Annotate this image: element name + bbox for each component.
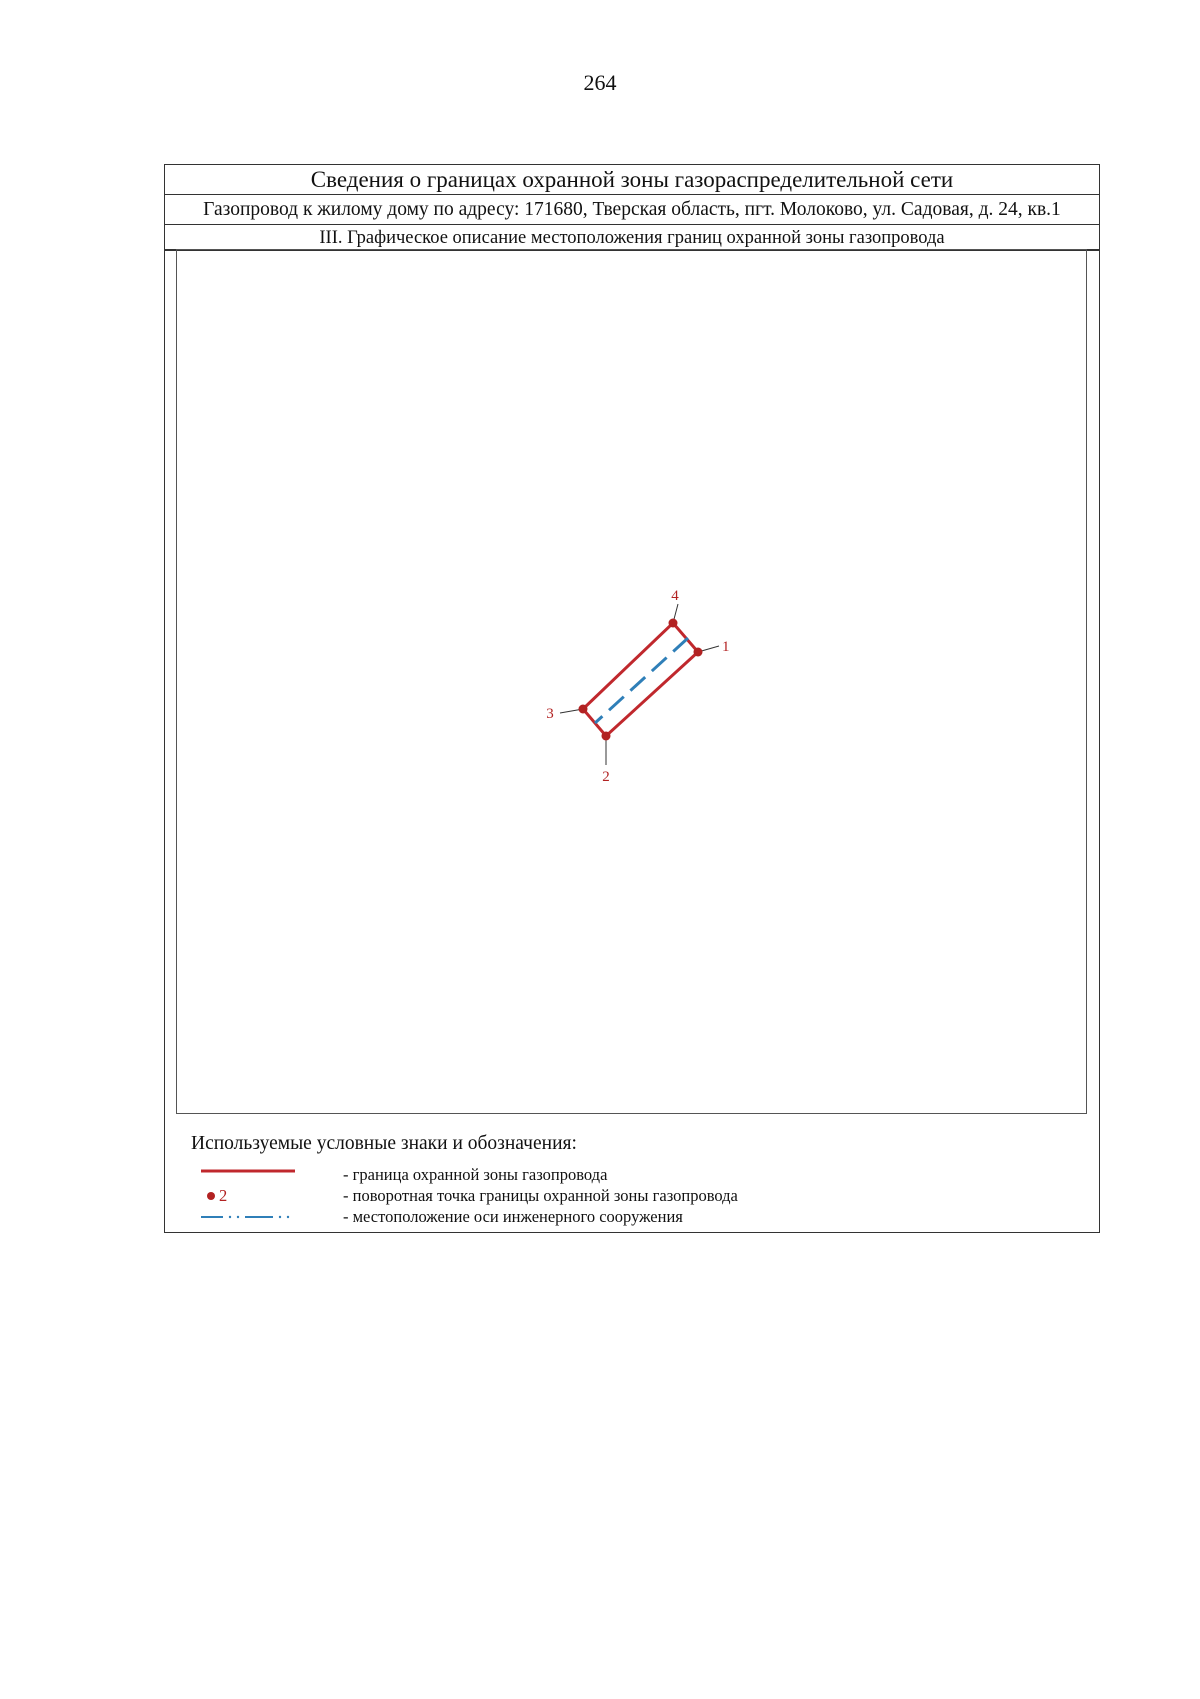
point-label-4: 4 bbox=[671, 588, 679, 604]
legend-item-boundary bbox=[165, 1165, 1099, 1185]
legend-point-label: 2 bbox=[219, 1186, 228, 1205]
section-heading: III. Графическое описание местоположения границ охранной зоны газопровода bbox=[165, 225, 1099, 251]
point-label-2: 2 bbox=[602, 769, 610, 785]
legend-title: Используемые условные знаки и обозначения: bbox=[191, 1133, 577, 1154]
red-dot-icon bbox=[201, 1186, 301, 1206]
legend-item-turning-point bbox=[165, 1186, 1099, 1206]
legend-desc-axis: - местоположение оси инженерного сооружения bbox=[343, 1207, 683, 1226]
legend bbox=[165, 1125, 1099, 1230]
document-title: Сведения о границах охранной зоны газораспределительной сети bbox=[165, 165, 1099, 195]
object-address: Газопровод к жилому дому по адресу: 171680, Тверская область, пгт. Молоково, ул. Садовая, д. 24, кв.1 bbox=[165, 195, 1099, 225]
legend-item-axis bbox=[165, 1207, 1099, 1227]
blue-dash-dot-line-icon bbox=[201, 1207, 301, 1227]
point-label-1: 1 bbox=[722, 639, 730, 655]
pipeline-axis bbox=[595, 638, 688, 723]
turning-point-1 bbox=[694, 648, 703, 657]
map-drawing bbox=[177, 250, 1086, 1113]
legend-desc-boundary: - граница охранной зоны газопровода bbox=[343, 1165, 608, 1184]
turning-point-3 bbox=[579, 705, 588, 714]
red-line-icon bbox=[201, 1165, 301, 1185]
turning-point-4 bbox=[669, 619, 678, 628]
document-frame bbox=[164, 164, 1100, 1233]
map-area bbox=[176, 249, 1087, 1114]
page-number: 264 bbox=[583, 70, 617, 95]
turning-point-2 bbox=[602, 732, 611, 741]
point-label-3: 3 bbox=[546, 706, 554, 722]
legend-desc-turning-point: - поворотная точка границы охранной зоны газопровода bbox=[343, 1186, 738, 1205]
